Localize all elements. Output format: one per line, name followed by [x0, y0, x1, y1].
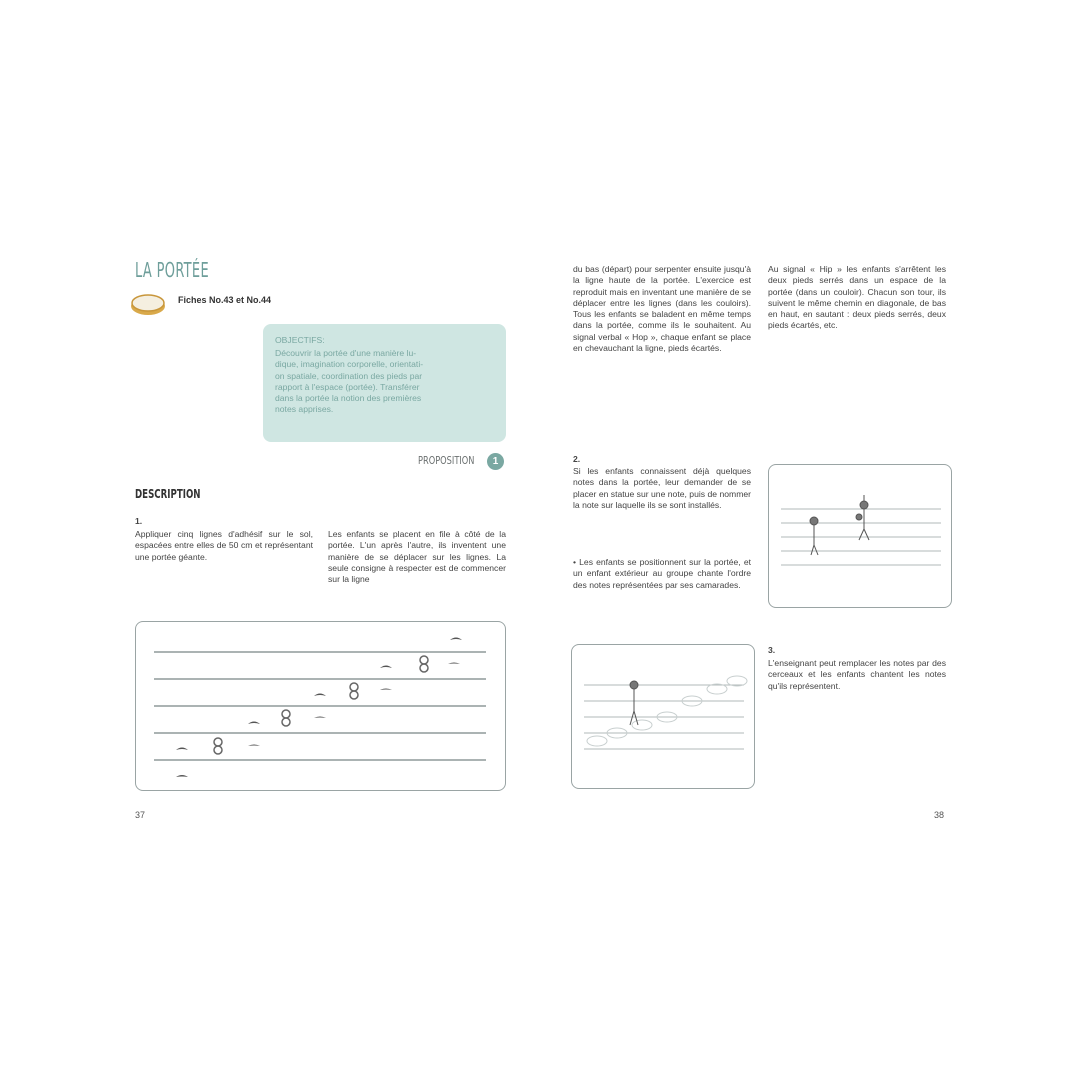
staff-footprints-illustration — [135, 621, 506, 791]
objectives-line: dique, imagination corporelle, orientati- — [275, 359, 424, 370]
children-on-staff-drawing — [769, 465, 950, 606]
children-on-staff-illustration — [768, 464, 952, 608]
step-3-number: 3. — [768, 645, 776, 655]
step-2-text: Si les enfants connaissent déjà quelques notes dans la portée, leur demander de se placer en statue sur une note, puis de nommer la note sur laquelle ils se sont installés. — [573, 466, 751, 510]
staff-lines-drawing — [136, 622, 504, 789]
objectives-line: Découvrir la portée d'une manière lu- — [275, 348, 417, 359]
hoops-on-staff-illustration — [571, 644, 755, 789]
step-2-bullet: • Les enfants se positionnent sur la portée, et un enfant extérieur au groupe chante l'ordre des notes représentées par ses camarades. — [573, 557, 751, 590]
page-title: LA PORTÉE — [135, 258, 210, 282]
objectives-line: notes apprises. — [275, 404, 334, 415]
step-1-number: 1. — [135, 516, 143, 526]
objectives-line: rapport à l'espace (portée). Transférer — [275, 381, 420, 392]
tambourine-icon — [130, 292, 166, 316]
step-2-number: 2. — [573, 454, 581, 464]
description-heading: DESCRIPTION — [135, 487, 201, 501]
objectives-box — [263, 324, 506, 442]
hip-signal-text: Au signal « Hip » les enfants s'arrêtent les deux pieds serrés dans un espace de la portée (dans un couloir). Chacun son tour, ils suivent le même chemin en diagonale, de bas en haut, en sautant : deux pieds serrés, deux pieds écartés, etc. — [768, 264, 946, 331]
objectives-line: on spatiale, coordination des pieds par — [275, 370, 423, 381]
page-number-left: 37 — [135, 810, 146, 820]
proposition-number-badge: 1 — [487, 453, 504, 470]
objectives-heading: OBJECTIFS: — [275, 335, 325, 345]
proposition-label: PROPOSITION — [418, 454, 475, 467]
objectives-line: dans la portée la notion des premières — [275, 393, 422, 404]
step-1-text: Appliquer cinq lignes d'adhésif sur le sol, espacées entre elles de 50 cm et représentant une portée géante. — [135, 529, 313, 562]
continued-text: du bas (départ) pour serpenter ensuite jusqu'à la ligne haute de la portée. L'exercice est reproduit mais en inventant une manière de se déplacer entre les lignes (dans les couloirs). Tous les enfants se baladent en même temps dans la portée, comme ils le souhaitent. Au signal verbal « Hop », chaque enfant se place en chevauchant la ligne, pieds écartés. — [573, 264, 751, 354]
hoops-on-staff-drawing — [572, 645, 753, 787]
step-1-continued-text: Les enfants se placent en file à côté de la portée. L'un après l'autre, ils inventent une manière de se déplacer sur les lignes. La seule consigne à respecter est de commencer sur la ligne — [328, 529, 506, 585]
step-3-text: L'enseignant peut remplacer les notes par des cerceaux et les enfants chantent les notes qu'ils représentent. — [768, 658, 946, 691]
page-number-right: 38 — [934, 810, 945, 820]
fiches-reference: Fiches No.43 et No.44 — [178, 295, 272, 305]
